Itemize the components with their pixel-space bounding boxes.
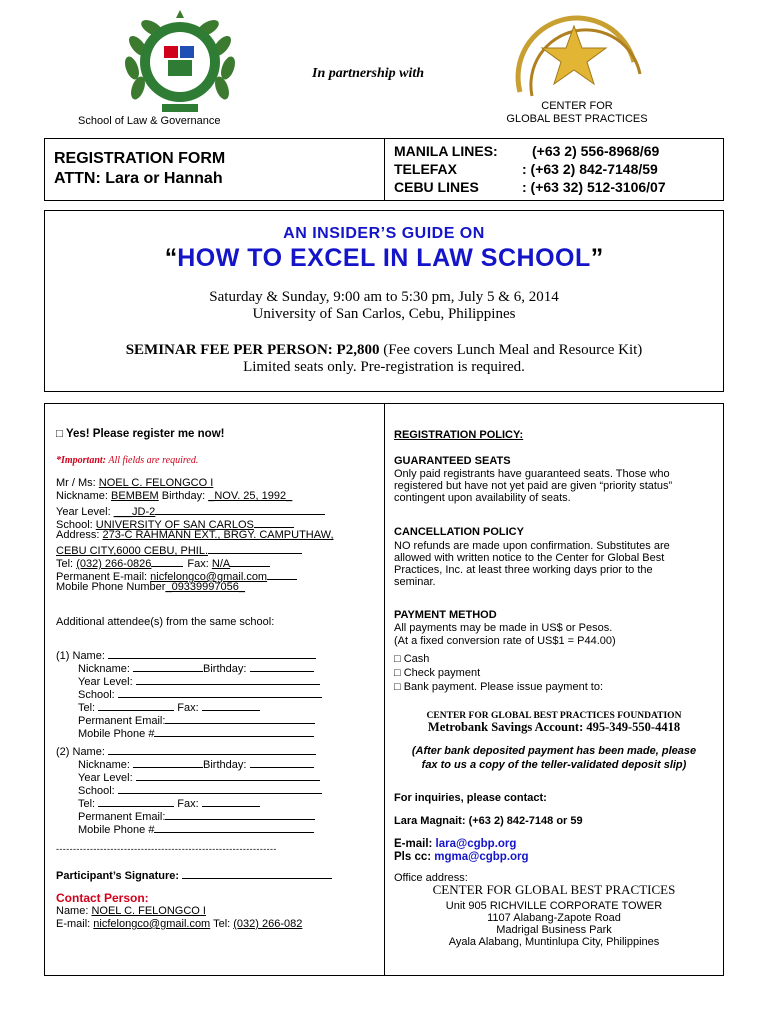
policy-column	[394, 0, 714, 1024]
attendee1-email-field[interactable]	[165, 712, 315, 724]
address-line-2: 1107 Alabang-Zapote Road	[487, 912, 621, 924]
inquiries-text: For inquiries, please contact:	[394, 792, 547, 804]
attendee2-bday-label: Birthday:	[203, 759, 247, 771]
school-blank	[254, 516, 294, 528]
address-row	[56, 529, 334, 542]
cebu-lines-label: CEBU LINES	[394, 179, 479, 195]
contact-name-label: Name:	[56, 905, 92, 917]
registration-column	[56, 0, 382, 1024]
attendee2-fax-field[interactable]	[202, 795, 260, 807]
nickname-label: Nickname:	[56, 490, 112, 502]
address-field-1[interactable]: 273-C RAHMANN EXT., BRGY. CAMPUTHAW,	[102, 529, 334, 541]
cebu-lines-value: : (+63 32) 512-3106/07	[522, 179, 666, 195]
contact-title: Contact Person:	[56, 891, 149, 905]
attendee2-email-label: Permanent Email:	[78, 811, 166, 823]
school-name: School of Law & Governance	[78, 115, 221, 127]
lara-contact: Lara Magnait: (+63 2) 842-7148 or 59	[394, 815, 583, 827]
payment-title: PAYMENT METHOD	[394, 609, 497, 621]
limited-seats: Limited seats only. Pre-registration is required.	[243, 359, 525, 375]
birthday-label: Birthday:	[158, 490, 209, 502]
year-field[interactable]: ___JD-2	[113, 506, 156, 518]
cgbp-name-line2: GLOBAL BEST PRACTICES	[506, 113, 648, 125]
attendee1-email-label: Permanent Email:	[78, 715, 166, 727]
org-name: CENTER FOR GLOBAL BEST PRACTICES	[432, 882, 676, 897]
guaranteed-text-2: registered but have not yet paid are given “priority status”	[394, 480, 673, 492]
email-row	[394, 838, 516, 851]
guaranteed-text-3: contingent upon availability of seats.	[394, 492, 571, 504]
cc-label: Pls cc:	[394, 851, 435, 863]
tel-field[interactable]: (032) 266-0826	[76, 558, 152, 570]
quote-open: “	[164, 244, 178, 272]
attendee2-nick-field[interactable]	[133, 756, 203, 768]
important-label: *Important:	[56, 455, 107, 466]
mobile-row	[56, 581, 245, 594]
email-field[interactable]: nicfelongco@gmail.com	[150, 571, 268, 583]
register-text: Yes! Please register me now!	[65, 428, 225, 440]
signature-label: Participant’s Signature:	[56, 870, 180, 882]
attendee2-mobile-row	[78, 821, 314, 837]
contact-email-field[interactable]: nicfelongco@gmail.com	[93, 918, 211, 930]
foundation-name: CENTER FOR GLOBAL BEST PRACTICES FOUNDATION	[426, 711, 682, 721]
cancellation-text-2: allowed with written notice to the Center for Global Best	[394, 552, 665, 564]
fax-field[interactable]: N/A	[211, 558, 231, 570]
attendee1-name-label: (1) Name:	[56, 650, 105, 662]
event-when: Saturday & Sunday, 9:00 am to 5:30 pm, July 5 & 6, 2014	[209, 289, 559, 305]
tel-blank	[151, 555, 183, 567]
attendee1-tel-field[interactable]	[98, 699, 174, 711]
attendee1-school-label: School:	[78, 689, 115, 701]
attendee1-bday-label: Birthday:	[203, 663, 247, 675]
policy-title: REGISTRATION POLICY:	[394, 429, 524, 441]
attendee1-name-field[interactable]	[108, 647, 316, 659]
cc-row	[394, 851, 529, 864]
signature-row	[56, 867, 332, 883]
manila-lines-label: MANILA LINES:	[394, 143, 498, 159]
after-deposit-text-2: fax to us a copy of the teller-validated deposit slip)	[421, 759, 687, 771]
attendee2-mobile-field[interactable]	[154, 821, 314, 833]
name-label: Mr / Ms:	[56, 477, 99, 489]
attendee2-nick-label: Nickname:	[78, 759, 130, 771]
mobile-label: Mobile Phone Number	[56, 581, 166, 593]
cancellation-text-4: seminar.	[394, 576, 436, 588]
attendee2-bday-field[interactable]	[250, 756, 314, 768]
attendee2-name-label: (2) Name:	[56, 746, 105, 758]
address-label: Address:	[56, 529, 103, 541]
payment-bank-option[interactable]: □ Bank payment. Please issue payment to:	[394, 681, 604, 693]
attendee1-year-label: Year Level:	[78, 676, 133, 688]
contact-email-row	[56, 918, 302, 931]
contact-name-row	[56, 905, 206, 918]
school-field[interactable]: UNIVERSITY OF SAN CARLOS	[95, 519, 254, 531]
header-divider	[384, 138, 385, 201]
quote-close: ”	[590, 244, 604, 272]
cancellation-text-1: NO refunds are made upon confirmation. Substitutes are	[394, 540, 670, 552]
payment-text-1: All payments may be made in US$ or Pesos.	[394, 622, 613, 634]
email-label: E-mail:	[394, 838, 436, 850]
cancellation-text-3: Practices, Inc. at least three working days prior to the	[394, 564, 653, 576]
nickname-field[interactable]: BEMBEM	[111, 490, 159, 502]
details-divider	[384, 403, 385, 976]
register-checkbox[interactable]: □	[56, 428, 63, 440]
address-line-1: Unit 905 RICHVILLE CORPORATE TOWER	[445, 900, 663, 912]
telefax-label: TELEFAX	[394, 161, 458, 177]
cancellation-title: CANCELLATION POLICY	[394, 526, 524, 538]
guaranteed-title: GUARANTEED SEATS	[394, 455, 511, 467]
attendee1-tel-label: Tel:	[78, 702, 96, 714]
address-line-3: Madrigal Business Park	[496, 924, 612, 936]
signature-field[interactable]	[182, 867, 332, 879]
fee-label: SEMINAR FEE PER PERSON: P2,800	[125, 342, 380, 358]
fee-note: (Fee covers Lunch Meal and Resource Kit)	[379, 342, 643, 358]
email-label: Permanent E-mail:	[56, 571, 151, 583]
attendee2-school-label: School:	[78, 785, 115, 797]
metrobank-account: Metrobank Savings Account: 495-349-550-4418	[427, 720, 681, 734]
attendee1-mobile-field[interactable]	[154, 725, 314, 737]
nickname-row	[56, 490, 292, 503]
attendee2-school-field[interactable]	[118, 782, 322, 794]
payment-check-option[interactable]: □ Check payment	[394, 667, 481, 679]
attendee1-school-field[interactable]	[118, 686, 322, 698]
manila-lines-value: (+63 2) 556-8968/69	[532, 143, 660, 159]
important-note	[56, 455, 198, 468]
year-label: Year Level:	[56, 506, 114, 518]
school-label: School:	[56, 519, 96, 531]
attendee2-mobile-label: Mobile Phone #	[78, 824, 155, 836]
office-label: Office address:	[394, 872, 468, 884]
email-link[interactable]: lara@cgbp.org	[435, 838, 517, 850]
attendee2-fax-label: Fax:	[177, 798, 199, 810]
cc-link[interactable]: mgma@cgbp.org	[434, 851, 529, 863]
name-field[interactable]: NOEL C. FELONGCO I	[98, 477, 214, 489]
tel-label: Tel:	[56, 558, 77, 570]
email-blank	[267, 568, 297, 580]
after-deposit-text-1: (After bank deposited payment has been made, please	[411, 745, 697, 757]
attendee1-fax-field[interactable]	[202, 699, 260, 711]
address-field-2[interactable]: CEBU CITY,6000 CEBU, PHIL.	[56, 545, 209, 557]
attendee2-email-field[interactable]	[165, 808, 315, 820]
address-line-4: Ayala Alabang, Muntinlupa City, Philippines	[448, 936, 660, 948]
attendee1-nick-field[interactable]	[133, 660, 203, 672]
attendee1-year-field[interactable]	[136, 673, 320, 685]
event-kicker: AN INSIDER’S GUIDE ON	[283, 225, 485, 242]
attendee1-mobile-label: Mobile Phone #	[78, 728, 155, 740]
guaranteed-text-1: Only paid registrants have guaranteed seats. Those who	[394, 468, 670, 480]
event-where: University of San Carlos, Cebu, Philippines	[252, 306, 516, 322]
year-blank	[155, 503, 325, 515]
fax-label: Fax:	[187, 558, 212, 570]
mobile-field[interactable]: _09339997056_	[165, 581, 245, 593]
attendee2-name-field[interactable]	[108, 743, 316, 755]
required-text: All fields are required.	[106, 455, 199, 466]
dashed-separator: -----------------------------------------------------------------	[56, 844, 277, 854]
cgbp-name-line1: CENTER FOR	[541, 100, 613, 112]
payment-text-2: (At a fixed conversion rate of US$1 = P44.00)	[394, 635, 616, 647]
attendee2-year-field[interactable]	[136, 769, 320, 781]
contact-tel-field[interactable]: (032) 266-082	[233, 918, 303, 930]
attendee2-tel-label: Tel:	[78, 798, 96, 810]
contact-email-label: E-mail:	[56, 918, 94, 930]
birthday-field[interactable]: _NOV. 25, 1992_	[208, 490, 293, 502]
attendee1-mobile-row	[78, 725, 314, 741]
partnership-text: In partnership with	[312, 66, 425, 81]
contact-name-field[interactable]: NOEL C. FELONGCO I	[91, 905, 206, 917]
telefax-value: : (+63 2) 842-7148/59	[522, 161, 658, 177]
attendee1-fax-label: Fax:	[177, 702, 199, 714]
payment-cash-option[interactable]: □ Cash	[394, 653, 430, 665]
attendee1-nick-label: Nickname:	[78, 663, 130, 675]
attendee2-year-label: Year Level:	[78, 772, 133, 784]
name-row	[56, 477, 213, 490]
attendee2-tel-field[interactable]	[98, 795, 174, 807]
address-blank	[208, 542, 302, 554]
event-title-text: HOW TO EXCEL IN LAW SCHOOL	[177, 244, 591, 272]
additional-attendees: Additional attendee(s) from the same school:	[56, 616, 275, 628]
form-attn: ATTN: Lara or Hannah	[54, 170, 223, 187]
form-title: REGISTRATION FORM	[54, 150, 226, 167]
fax-blank	[230, 555, 270, 567]
attendee1-bday-field[interactable]	[250, 660, 314, 672]
contact-tel-label: Tel:	[210, 918, 234, 930]
